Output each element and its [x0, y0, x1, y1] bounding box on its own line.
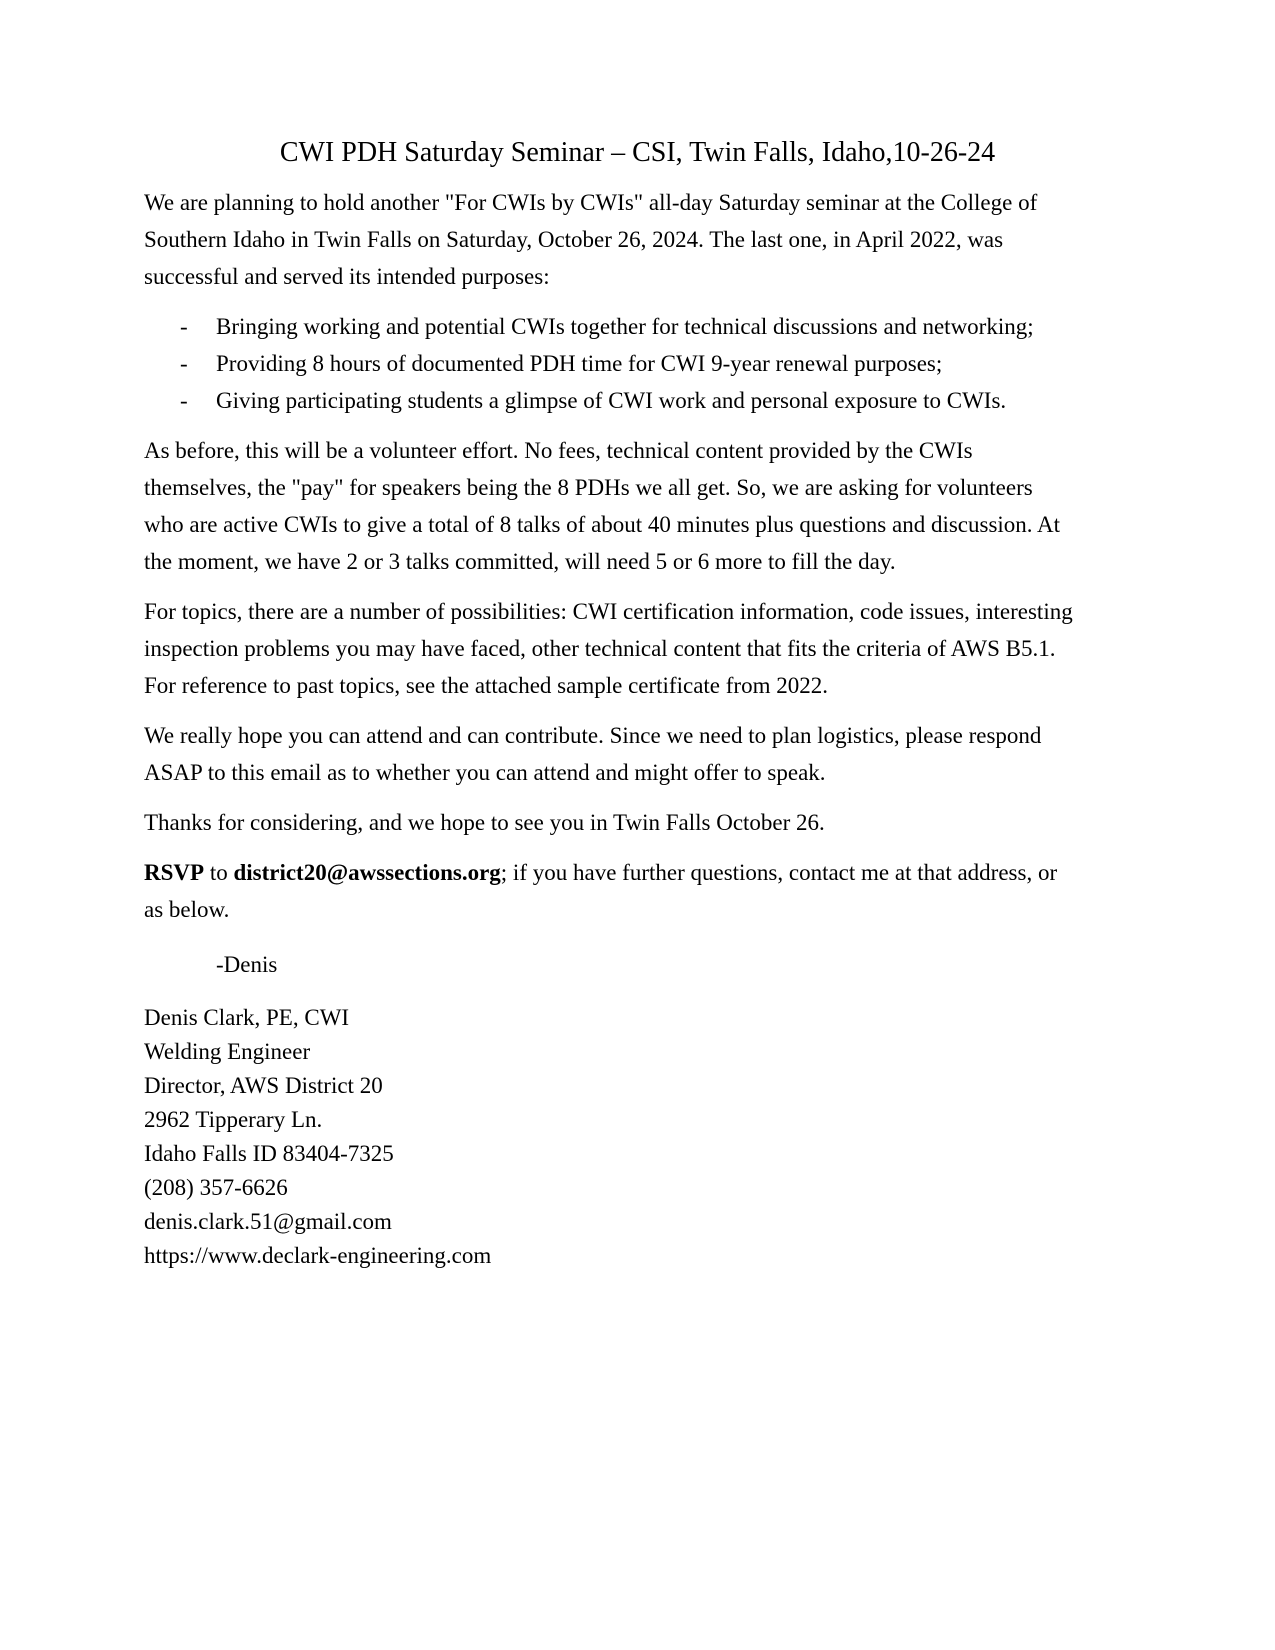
bullet-text: Giving participating students a glimpse of CWI work and personal exposure to CWIs.: [216, 388, 1007, 413]
list-item: [144, 345, 1076, 382]
list-item: [144, 308, 1076, 345]
bullet-text: Providing 8 hours of documented PDH time for CWI 9-year renewal purposes;: [216, 351, 943, 376]
bullet-marker: -: [180, 351, 188, 376]
paragraph-topics: For topics, there are a number of possibilities: CWI certification information, code issues, interesting inspection problems you may have faced, other technical content that fits the criteria of AWS B5.1. For reference to past topics, see the attached sample certificate from 2022.: [144, 599, 1073, 698]
bullet-list: [144, 308, 1076, 419]
signature-website: https://www.declark-engineering.com: [144, 1243, 492, 1268]
signature-email: denis.clark.51@gmail.com: [144, 1209, 392, 1234]
rsvp-to-text: to: [204, 860, 234, 885]
document-title: CWI PDH Saturday Seminar – CSI, Twin Falls, Idaho,10-26-24: [279, 137, 996, 168]
paragraph-volunteer: As before, this will be a volunteer effort. No fees, technical content provided by the CWIs themselves, the "pay" for speakers being the 8 PDHs we all get. So, we are asking for volunteers who are active CWIs to give a total of 8 talks of about 40 minutes plus questions and discussion. At the moment, we have 2 or 3 talks committed, will need 5 or 6 more to fill the day.: [144, 438, 1061, 574]
signoff: -Denis: [216, 952, 278, 977]
paragraph-thanks: Thanks for considering, and we hope to see you in Twin Falls October 26.: [144, 810, 825, 835]
signature-phone: (208) 357-6626: [144, 1175, 288, 1200]
bullet-marker: -: [180, 314, 188, 339]
list-item: [144, 382, 1076, 419]
bullet-text: Bringing working and potential CWIs together for technical discussions and networking;: [216, 314, 1034, 339]
signature-city: Idaho Falls ID 83404-7325: [144, 1141, 394, 1166]
signature-title: Director, AWS District 20: [144, 1073, 383, 1098]
signature-block: [144, 1001, 1131, 1273]
rsvp-label: RSVP: [144, 860, 205, 885]
rsvp-rest-text: ; if you have further questions, contact me at that address, or as below.: [144, 860, 1058, 922]
rsvp-email: district20@awssections.org: [233, 860, 501, 885]
paragraph-hope: We really hope you can attend and can contribute. Since we need to plan logistics, please respond ASAP to this email as to whether you can attend and might offer to speak.: [144, 723, 1042, 785]
bullet-marker: -: [180, 388, 188, 413]
signature-name: Denis Clark, PE, CWI: [144, 1005, 350, 1030]
paragraph-intro: We are planning to hold another "For CWIs by CWIs" all-day Saturday seminar at the College of Southern Idaho in Twin Falls on Saturday, October 26, 2024. The last one, in April 2022, was successful and served its intended purposes:: [144, 190, 1038, 289]
signature-street: 2962 Tipperary Ln.: [144, 1107, 323, 1132]
signature-role: Welding Engineer: [144, 1039, 311, 1064]
rsvp-line: [144, 854, 1076, 928]
